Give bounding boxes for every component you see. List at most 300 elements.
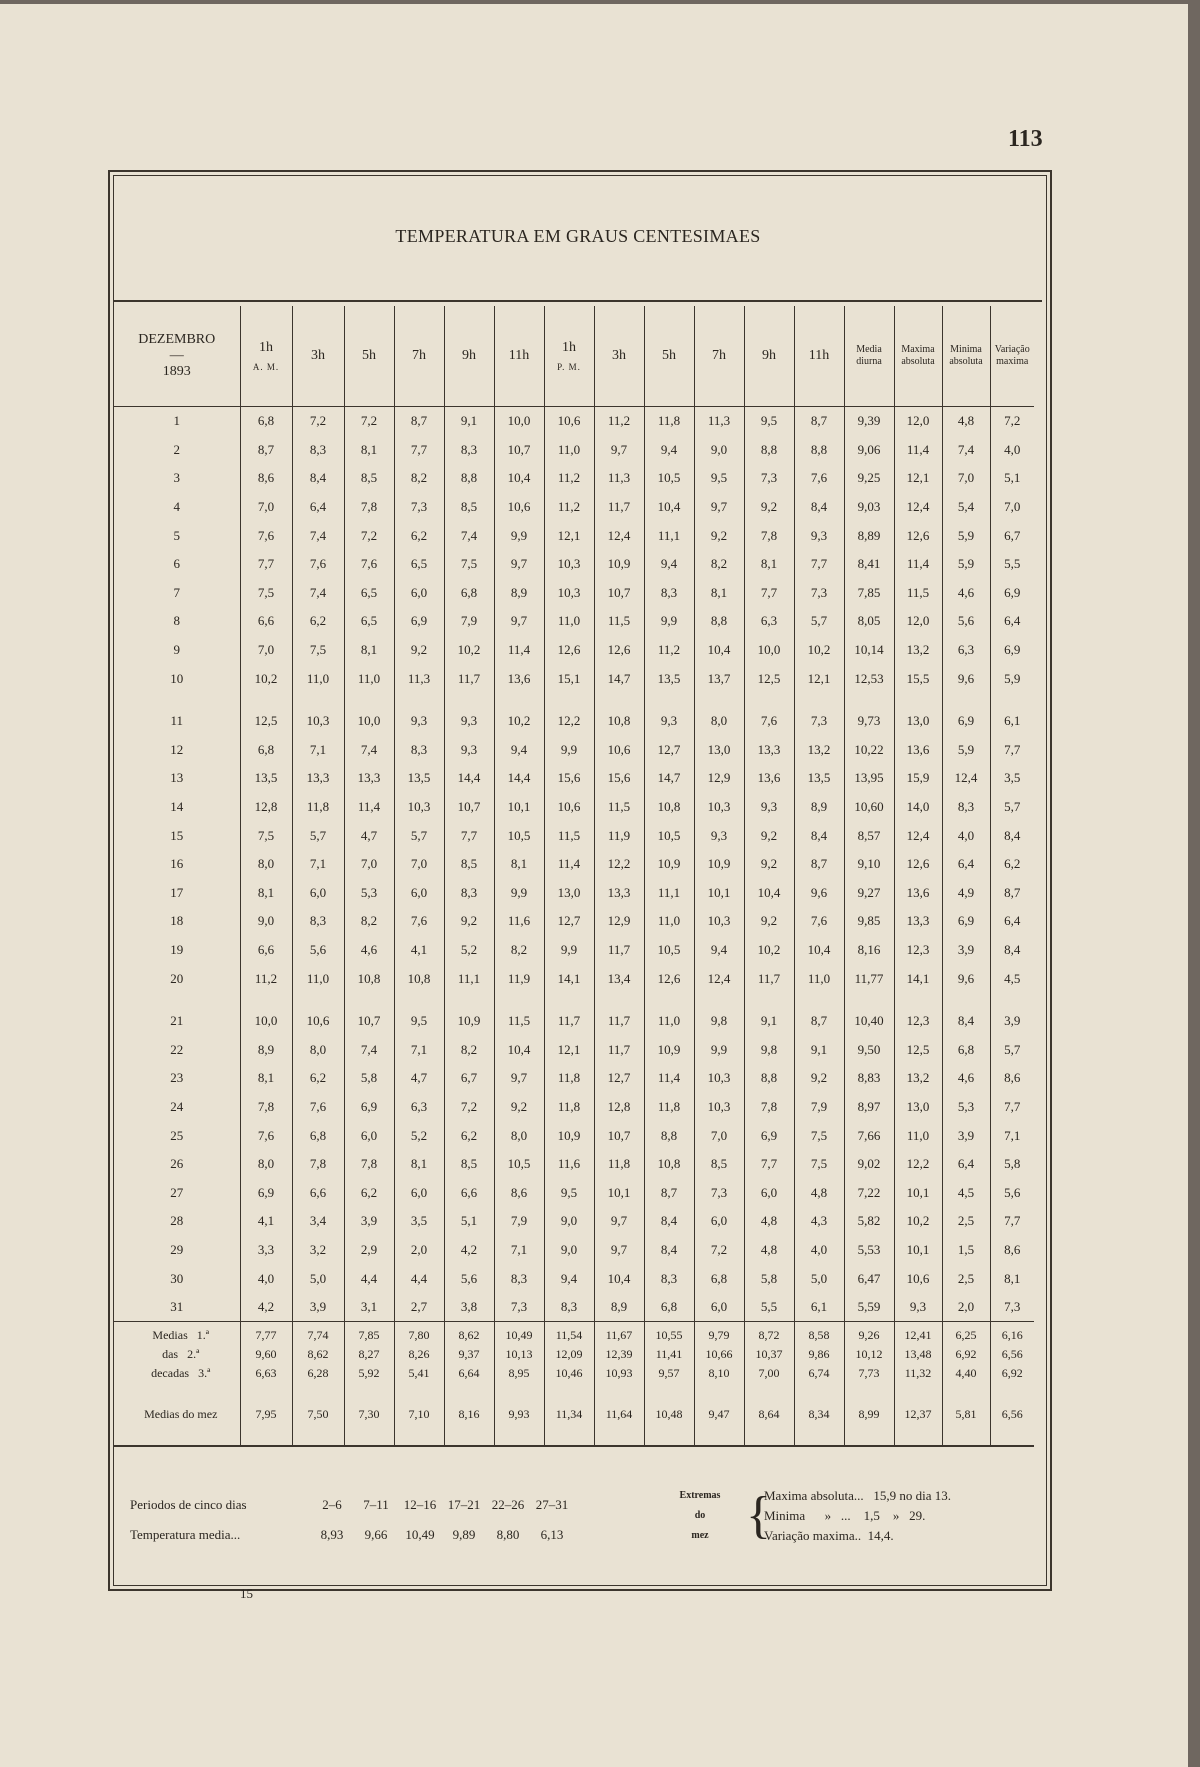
- table-cell: 8,4: [990, 936, 1034, 965]
- decade-cell: 10,55: [644, 1322, 694, 1346]
- table-cell: 7,4: [292, 579, 344, 608]
- table-cell: 11,0: [644, 907, 694, 936]
- spacer-cell: [744, 693, 794, 707]
- table-cell: 9,2: [744, 907, 794, 936]
- month-mean-cell: 12,37: [894, 1383, 942, 1446]
- table-cell: 10,0: [494, 407, 544, 436]
- period-value: 12–16: [403, 1497, 437, 1512]
- table-cell: 6,5: [344, 607, 394, 636]
- table-cell: 4,5: [942, 1178, 990, 1207]
- table-row: [114, 707, 1034, 736]
- table-cell: 1,5: [942, 1236, 990, 1265]
- decade-cell: 6,28: [292, 1364, 344, 1383]
- period-value: 22–26: [491, 1497, 525, 1512]
- table-cell: 12,2: [594, 850, 644, 879]
- table-cell: 11,9: [594, 821, 644, 850]
- table-cell: 5,2: [444, 936, 494, 965]
- table-cell: 8,2: [344, 907, 394, 936]
- table-cell: 6,4: [990, 607, 1034, 636]
- table-cell: 9,5: [394, 1007, 444, 1036]
- table-row: [114, 407, 1034, 436]
- table-cell: 8,4: [794, 821, 844, 850]
- month-mean-cell: 7,30: [344, 1383, 394, 1446]
- table-cell: 7,4: [942, 436, 990, 465]
- table-cell: 9,85: [844, 907, 894, 936]
- table-row: [114, 907, 1034, 936]
- hour-header: 3h: [594, 306, 644, 407]
- table-cell: 13,7: [694, 664, 744, 693]
- table-cell: 8,16: [844, 936, 894, 965]
- table-cell: 11,3: [694, 407, 744, 436]
- decade-cell: 7,77: [240, 1322, 292, 1346]
- table-cell: 12,6: [544, 636, 594, 665]
- table-cell: 9,4: [544, 1264, 594, 1293]
- table-cell: 8,6: [240, 464, 292, 493]
- decade-cell: 6,56: [990, 1345, 1034, 1364]
- spacer-cell: [594, 693, 644, 707]
- table-cell: 8,7: [794, 407, 844, 436]
- hour-header: 11h: [794, 306, 844, 407]
- table-row: [114, 493, 1034, 522]
- table-cell: 4,8: [744, 1236, 794, 1265]
- table-cell: 7,0: [240, 636, 292, 665]
- table-cell: 10,3: [544, 579, 594, 608]
- month-mean-cell: 8,64: [744, 1383, 794, 1446]
- table-cell: 8,1: [240, 1064, 292, 1093]
- table-cell: 6,6: [240, 936, 292, 965]
- table-cell: 6,6: [240, 607, 292, 636]
- table-cell: 12,8: [240, 793, 292, 822]
- table-cell: 12,2: [544, 707, 594, 736]
- day-cell: 24: [170, 1098, 184, 1114]
- table-cell: 11,8: [292, 793, 344, 822]
- spacer-cell: [114, 693, 240, 707]
- table-cell: 10,4: [644, 493, 694, 522]
- table-cell: 9,7: [594, 1207, 644, 1236]
- table-cell: 13,3: [894, 907, 942, 936]
- table-cell: 10,40: [844, 1007, 894, 1036]
- table-cell: 9,6: [942, 964, 990, 993]
- month-mean-cell: 11,64: [594, 1383, 644, 1446]
- table-cell: 9,7: [494, 607, 544, 636]
- table-cell: 12,7: [644, 736, 694, 765]
- table-cell: 6,8: [444, 579, 494, 608]
- decade-cell: 6,74: [794, 1364, 844, 1383]
- table-cell: 5,5: [990, 550, 1034, 579]
- extrema-var: Variação maxima.. 14,4.: [764, 1528, 894, 1543]
- decade-cell: 6,25: [942, 1322, 990, 1346]
- table-cell: 7,5: [794, 1121, 844, 1150]
- extremas-label: Extremas: [679, 1490, 721, 1501]
- table-cell: 7,85: [844, 579, 894, 608]
- spacer-cell: [444, 693, 494, 707]
- table-cell: 10,3: [394, 793, 444, 822]
- table-cell: 7,2: [292, 407, 344, 436]
- table-cell: 8,3: [292, 436, 344, 465]
- table-cell: 9,5: [744, 407, 794, 436]
- table-cell: 9,3: [694, 821, 744, 850]
- table-cell: 6,6: [292, 1178, 344, 1207]
- table-cell: 12,0: [894, 407, 942, 436]
- hour-header: 1h P. M.: [544, 306, 594, 407]
- day-cell: 8: [173, 613, 180, 629]
- table-cell: 7,0: [694, 1121, 744, 1150]
- table-cell: 9,7: [494, 550, 544, 579]
- table-cell: 6,2: [292, 1064, 344, 1093]
- table-cell: 6,4: [990, 907, 1034, 936]
- decade-cell: 6,63: [240, 1364, 292, 1383]
- table-cell: 9,4: [644, 550, 694, 579]
- decade-cell: 8,10: [694, 1364, 744, 1383]
- table-row: [114, 664, 1034, 693]
- table-cell: 9,7: [494, 1064, 544, 1093]
- table-cell: 10,0: [344, 707, 394, 736]
- table-cell: 8,6: [494, 1178, 544, 1207]
- table-cell: 13,6: [894, 736, 942, 765]
- table-cell: 7,3: [794, 707, 844, 736]
- table-row: [114, 521, 1034, 550]
- day-cell: 15: [170, 827, 184, 843]
- decade-cell: 7,85: [344, 1322, 394, 1346]
- day-cell: 27: [170, 1184, 184, 1200]
- table-cell: 6,9: [942, 907, 990, 936]
- table-cell: 6,0: [292, 879, 344, 908]
- table-cell: 9,25: [844, 464, 894, 493]
- table-cell: 10,9: [594, 550, 644, 579]
- table-cell: 9,1: [444, 407, 494, 436]
- table-cell: 9,03: [844, 493, 894, 522]
- table-cell: 12,1: [544, 521, 594, 550]
- table-cell: 2,5: [942, 1264, 990, 1293]
- table-cell: 7,6: [292, 1093, 344, 1122]
- table-cell: 7,4: [344, 736, 394, 765]
- table-cell: 13,2: [894, 636, 942, 665]
- decade-cell: 6,92: [942, 1345, 990, 1364]
- month-mean-cell: 10,48: [644, 1383, 694, 1446]
- table-cell: 3,1: [344, 1293, 394, 1322]
- table-cell: 9,0: [694, 436, 744, 465]
- table-cell: 11,77: [844, 964, 894, 993]
- table-cell: 8,3: [942, 793, 990, 822]
- table-cell: 12,7: [544, 907, 594, 936]
- table-cell: 7,3: [990, 1293, 1034, 1322]
- brace: {: [746, 1487, 771, 1544]
- table-row: [114, 1236, 1034, 1265]
- table-cell: 6,9: [990, 579, 1034, 608]
- table-cell: 5,7: [292, 821, 344, 850]
- table-row: [114, 1178, 1034, 1207]
- spacer-cell: [494, 993, 544, 1007]
- table-cell: 5,0: [794, 1264, 844, 1293]
- temp-value: 10,49: [405, 1527, 435, 1542]
- table-cell: 10,14: [844, 636, 894, 665]
- day-cell: 17: [170, 884, 184, 900]
- table-cell: 6,6: [444, 1178, 494, 1207]
- table-cell: 8,8: [644, 1121, 694, 1150]
- day-cell: 16: [170, 856, 184, 872]
- table-cell: 7,8: [744, 521, 794, 550]
- table-cell: 10,4: [594, 1264, 644, 1293]
- table-cell: 10,6: [494, 493, 544, 522]
- table-cell: 8,5: [444, 493, 494, 522]
- spacer-cell: [794, 993, 844, 1007]
- table-cell: 6,2: [394, 521, 444, 550]
- table-cell: 8,1: [494, 850, 544, 879]
- page-number: 113: [1008, 126, 1043, 152]
- table-cell: 7,7: [990, 1207, 1034, 1236]
- table-cell: 10,3: [292, 707, 344, 736]
- decade-cell: 6,16: [990, 1322, 1034, 1346]
- table-cell: 14,7: [594, 664, 644, 693]
- table-cell: 8,3: [444, 879, 494, 908]
- table-cell: 8,5: [444, 1150, 494, 1179]
- table-cell: 6,5: [344, 579, 394, 608]
- table-cell: 8,05: [844, 607, 894, 636]
- table-cell: 13,5: [394, 764, 444, 793]
- table-cell: 3,9: [344, 1207, 394, 1236]
- table-cell: 10,7: [594, 1121, 644, 1150]
- month-mean-label: Medias do mez: [114, 1383, 240, 1446]
- table-cell: 11,0: [344, 664, 394, 693]
- table-cell: 10,2: [444, 636, 494, 665]
- table-cell: 8,6: [990, 1064, 1034, 1093]
- day-cell: 26: [170, 1156, 184, 1172]
- table-cell: 3,5: [990, 764, 1034, 793]
- table-cell: 9,4: [494, 736, 544, 765]
- table-cell: 8,0: [694, 707, 744, 736]
- table-cell: 8,9: [494, 579, 544, 608]
- table-cell: 11,4: [894, 436, 942, 465]
- table-cell: 11,5: [894, 579, 942, 608]
- table-cell: 9,7: [594, 1236, 644, 1265]
- decade-cell: 4,40: [942, 1364, 990, 1383]
- table-cell: 8,4: [644, 1236, 694, 1265]
- spacer-cell: [494, 693, 544, 707]
- hour-header: 5h: [344, 306, 394, 407]
- table-cell: 10,5: [644, 821, 694, 850]
- table-cell: 8,97: [844, 1093, 894, 1122]
- table-row: [114, 936, 1034, 965]
- table-cell: 10,1: [894, 1178, 942, 1207]
- table-cell: 6,0: [694, 1207, 744, 1236]
- table-cell: 7,7: [744, 1150, 794, 1179]
- table-cell: 4,2: [240, 1293, 292, 1322]
- table-cell: 6,7: [990, 521, 1034, 550]
- table-cell: 8,5: [444, 850, 494, 879]
- decade-cell: 10,12: [844, 1345, 894, 1364]
- table-cell: 11,8: [644, 407, 694, 436]
- table-cell: 5,6: [942, 607, 990, 636]
- table-cell: 11,8: [544, 1064, 594, 1093]
- extremas-items: [764, 1486, 951, 1546]
- table-cell: 7,7: [990, 1093, 1034, 1122]
- table-cell: 11,7: [594, 1035, 644, 1064]
- table-cell: 12,1: [794, 664, 844, 693]
- day-cell: 31: [170, 1299, 184, 1315]
- table-cell: 12,0: [894, 607, 942, 636]
- table-cell: 4,0: [240, 1264, 292, 1293]
- table-cell: 11,1: [644, 879, 694, 908]
- table-cell: 8,4: [990, 821, 1034, 850]
- table-cell: 12,9: [694, 764, 744, 793]
- table-row: [114, 636, 1034, 665]
- table-cell: 6,2: [990, 850, 1034, 879]
- table-cell: 9,9: [544, 736, 594, 765]
- decade-cell: 10,66: [694, 1345, 744, 1364]
- decade-cell: 7,73: [844, 1364, 894, 1383]
- table-cell: 13,5: [794, 764, 844, 793]
- table-cell: 4,0: [794, 1236, 844, 1265]
- decade-row: [114, 1364, 1034, 1383]
- month-header: [114, 306, 240, 407]
- table-cell: 4,7: [344, 821, 394, 850]
- table-cell: 11,6: [544, 1150, 594, 1179]
- table-cell: 6,2: [344, 1178, 394, 1207]
- table-cell: 12,4: [894, 821, 942, 850]
- table-cell: 8,8: [694, 607, 744, 636]
- table-cell: 14,1: [894, 964, 942, 993]
- table-cell: 6,8: [644, 1293, 694, 1322]
- month-label: DEZEMBRO: [138, 332, 216, 347]
- table-cell: 3,2: [292, 1236, 344, 1265]
- table-cell: 6,5: [394, 550, 444, 579]
- periods-label: Periodos de cinco dias: [130, 1497, 247, 1512]
- day-cell: 13: [170, 770, 184, 786]
- table-cell: 7,1: [494, 1236, 544, 1265]
- table-cell: 15,6: [594, 764, 644, 793]
- table-cell: 5,9: [942, 521, 990, 550]
- periods-row: [130, 1490, 574, 1520]
- table-cell: 5,7: [990, 793, 1034, 822]
- table-cell: 11,5: [594, 793, 644, 822]
- table-cell: 14,1: [544, 964, 594, 993]
- spacer-cell: [942, 693, 990, 707]
- table-cell: 14,4: [494, 764, 544, 793]
- table-cell: 13,0: [894, 1093, 942, 1122]
- table-cell: 11,4: [494, 636, 544, 665]
- table-row: [114, 879, 1034, 908]
- table-cell: 11,0: [292, 664, 344, 693]
- table-cell: 13,0: [544, 879, 594, 908]
- table-cell: 10,1: [594, 1178, 644, 1207]
- table-cell: 3,4: [292, 1207, 344, 1236]
- decade-cell: 9,37: [444, 1345, 494, 1364]
- table-cell: 10,4: [494, 464, 544, 493]
- table-cell: 3,5: [394, 1207, 444, 1236]
- table-cell: 9,1: [794, 1035, 844, 1064]
- table-cell: 8,9: [794, 793, 844, 822]
- table-cell: 15,5: [894, 664, 942, 693]
- table-cell: 14,4: [444, 764, 494, 793]
- table-cell: 10,4: [794, 936, 844, 965]
- table-cell: 13,5: [240, 764, 292, 793]
- decade-cell: 10,93: [594, 1364, 644, 1383]
- table-row: [114, 821, 1034, 850]
- table-cell: 7,9: [494, 1207, 544, 1236]
- table-cell: 4,6: [344, 936, 394, 965]
- table-row: [114, 1093, 1034, 1122]
- table-cell: 10,3: [694, 793, 744, 822]
- table-cell: 11,4: [544, 850, 594, 879]
- table-cell: 8,3: [494, 1264, 544, 1293]
- table-cell: 7,6: [394, 907, 444, 936]
- decade-label: Medias 1.ª: [114, 1322, 240, 1346]
- table-cell: 6,0: [344, 1121, 394, 1150]
- table-cell: 11,0: [894, 1121, 942, 1150]
- table-cell: 13,3: [744, 736, 794, 765]
- table-cell: 4,4: [344, 1264, 394, 1293]
- table-row: [114, 1035, 1034, 1064]
- table-cell: 2,0: [394, 1236, 444, 1265]
- decade-cell: 10,49: [494, 1322, 544, 1346]
- table-cell: 6,1: [794, 1293, 844, 1322]
- hour-header: 9h: [444, 306, 494, 407]
- decade-row: [114, 1345, 1034, 1364]
- table-cell: 11,2: [544, 464, 594, 493]
- table-cell: 7,5: [240, 821, 292, 850]
- table-row: [114, 1064, 1034, 1093]
- table-cell: 9,2: [694, 521, 744, 550]
- day-cell: 14: [170, 799, 184, 815]
- table-row: [114, 436, 1034, 465]
- table-cell: 5,1: [990, 464, 1034, 493]
- table-cell: 10,4: [744, 879, 794, 908]
- table-cell: 10,9: [444, 1007, 494, 1036]
- table-cell: 9,5: [544, 1178, 594, 1207]
- header-row: [114, 306, 1034, 407]
- table-cell: 5,0: [292, 1264, 344, 1293]
- table-cell: 7,5: [794, 1150, 844, 1179]
- table-cell: 7,7: [394, 436, 444, 465]
- table-cell: 3,9: [990, 1007, 1034, 1036]
- table-cell: 7,2: [694, 1236, 744, 1265]
- table-cell: 5,7: [794, 607, 844, 636]
- table-cell: 7,0: [394, 850, 444, 879]
- table-cell: 11,4: [894, 550, 942, 579]
- table-cell: 11,7: [744, 964, 794, 993]
- table-cell: 7,22: [844, 1178, 894, 1207]
- table-cell: 8,7: [990, 879, 1034, 908]
- spacer-cell: [594, 993, 644, 1007]
- table-cell: 3,9: [942, 1121, 990, 1150]
- table-cell: 13,6: [744, 764, 794, 793]
- table-cell: 4,3: [794, 1207, 844, 1236]
- table-cell: 10,9: [544, 1121, 594, 1150]
- table-cell: 11,8: [644, 1093, 694, 1122]
- table-cell: 11,2: [240, 964, 292, 993]
- table-cell: 11,7: [544, 1007, 594, 1036]
- minima-header: Minima absoluta: [942, 306, 990, 407]
- period-value: 2–6: [322, 1497, 342, 1512]
- table-cell: 6,9: [240, 1178, 292, 1207]
- decade-cell: 6,92: [990, 1364, 1034, 1383]
- table-cell: 5,5: [744, 1293, 794, 1322]
- table-cell: 9,27: [844, 879, 894, 908]
- table-cell: 13,95: [844, 764, 894, 793]
- table-cell: 5,82: [844, 1207, 894, 1236]
- table-cell: 6,4: [942, 850, 990, 879]
- table-cell: 5,9: [942, 736, 990, 765]
- spacer-cell: [240, 693, 292, 707]
- table-cell: 4,2: [444, 1236, 494, 1265]
- table-cell: 7,6: [344, 550, 394, 579]
- month-mean-cell: 7,50: [292, 1383, 344, 1446]
- table-cell: 10,7: [494, 436, 544, 465]
- table-row: [114, 1150, 1034, 1179]
- decade-cell: 8,62: [444, 1322, 494, 1346]
- spacer-cell: [844, 993, 894, 1007]
- table-cell: 12,4: [594, 521, 644, 550]
